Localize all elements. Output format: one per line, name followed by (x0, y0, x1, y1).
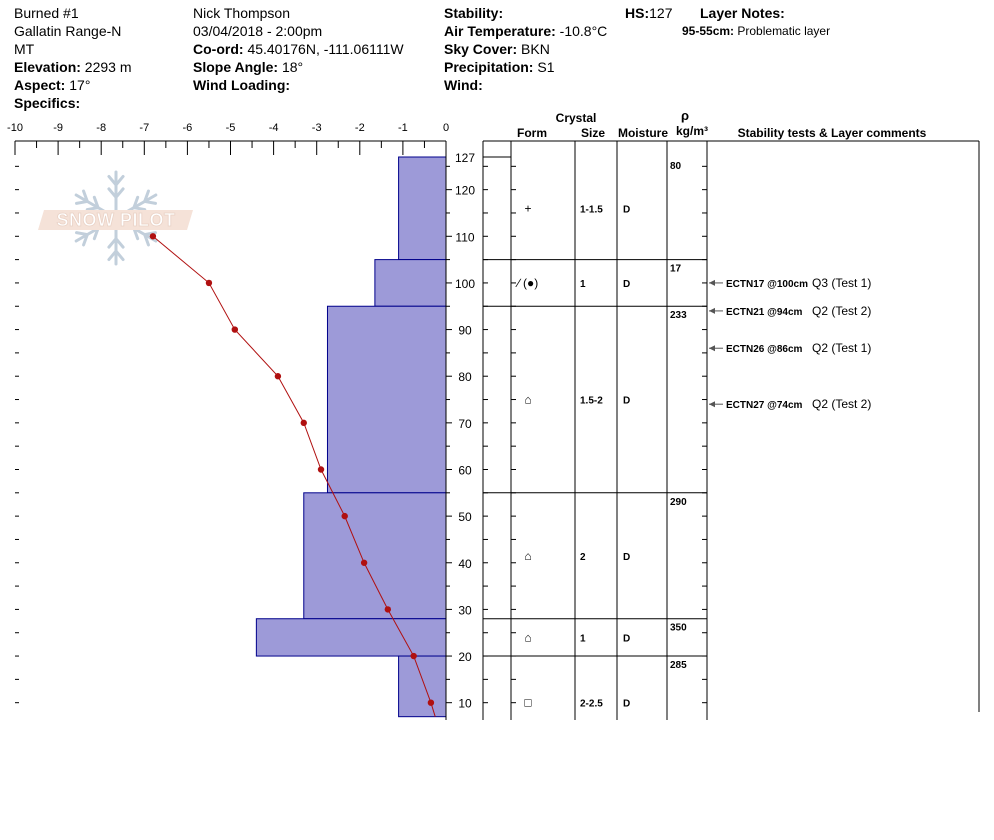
layer-form-symbol: ⌂ (524, 548, 532, 563)
temperature-point (361, 560, 367, 566)
test-code: ECTN21 @94cm (726, 306, 803, 318)
height-tick-label: 127 (454, 151, 476, 165)
temperature-point (410, 653, 416, 659)
height-tick-label: 40 (458, 556, 472, 571)
stability-label: Stability: (444, 5, 504, 21)
size-header: Size (580, 126, 606, 140)
layer-grain-size: 1-1.5 (580, 204, 603, 216)
height-tick-label: 80 (458, 370, 472, 385)
layer-moisture: D (623, 633, 631, 645)
layer-table (483, 141, 979, 720)
hs-value: 127 (649, 5, 673, 21)
layer-moisture: D (623, 698, 631, 710)
temp-tick-label: -2 (354, 122, 365, 134)
comments-header: Stability tests & Layer comments (737, 126, 927, 140)
height-tick-label: 110 (455, 230, 475, 245)
height-tick-label: 120 (454, 183, 476, 198)
rho-header: ρ (680, 108, 690, 123)
height-tick-label: 90 (458, 323, 472, 338)
layer-grain-size: 1.5-2 (580, 395, 603, 407)
hardness-layer-bar (399, 656, 446, 717)
form-header: Form (517, 126, 547, 140)
aspect-label: Aspect: (14, 77, 66, 93)
temp-tick-label: -9 (53, 122, 63, 134)
temp-tick-label: 0 (442, 122, 450, 134)
range-name: Gallatin Range-N (14, 23, 122, 39)
snowflake-branch (76, 201, 87, 203)
temp-tick-label: -5 (225, 122, 236, 134)
test-code: ECTN26 @86cm (726, 344, 803, 356)
layer-density: 233 (670, 310, 687, 322)
temperature-point (206, 280, 212, 286)
height-tick-label: 10 (458, 696, 472, 711)
slope-value: 18° (281, 59, 304, 75)
test-quality: Q2 (Test 2) (812, 303, 872, 318)
moisture-header: Moisture (617, 126, 669, 140)
height-tick-label: 100 (454, 276, 476, 291)
temperature-point (428, 699, 434, 705)
snowflake-branch (76, 233, 87, 235)
temp-tick-label: -3 (311, 122, 322, 134)
observation-datetime: 03/04/2018 - 2:00pm (193, 23, 323, 39)
pit-name: Burned #1 (14, 5, 79, 21)
density-unit-header: kg/m³ (675, 124, 709, 138)
temperature-point (150, 233, 156, 239)
elevation-value: 2293 m (84, 59, 132, 75)
snowflake-branch (145, 201, 156, 203)
layer-table-cells (483, 161, 707, 710)
layer-form-symbol: ⌂ (524, 630, 532, 645)
layer-moisture: D (623, 278, 631, 290)
layer-note-text: Problematic layer (737, 24, 831, 38)
layer-note-range: 95-55cm: (682, 24, 735, 38)
height-tick-label: 50 (458, 510, 472, 525)
temperature-point (342, 513, 348, 519)
temp-tick-label: -8 (96, 122, 107, 134)
temperature-point (232, 326, 238, 332)
hardness-layer-bar (399, 157, 446, 260)
precip-label: Precipitation: (444, 59, 534, 75)
air-temp-label: Air Temperature: (444, 23, 556, 39)
test-quality: Q3 (Test 1) (812, 275, 872, 290)
wind-label: Wind: (444, 77, 483, 93)
temperature-point (385, 606, 391, 612)
layer-grain-size: 2-2.5 (580, 698, 603, 710)
layer-notes-label: Layer Notes: (700, 5, 785, 21)
temp-tick-label: -1 (398, 122, 408, 134)
coord-label: Co-ord: (193, 41, 244, 57)
height-axis (446, 141, 511, 720)
layer-moisture: D (623, 551, 631, 563)
height-tick-label: 70 (458, 416, 472, 431)
layer-form-symbol: □ (524, 695, 532, 710)
layer-moisture: D (623, 204, 631, 216)
height-tick-label: 20 (458, 650, 472, 665)
layer-form-symbol: ∕ (●) (517, 275, 539, 290)
temperature-point (275, 373, 281, 379)
temp-tick-label: -6 (182, 122, 193, 134)
logo-text: SNOW PILOT (56, 210, 176, 230)
layer-form-symbol: + (524, 201, 532, 216)
test-arrow-head (709, 345, 715, 351)
wind-loading-label: Wind Loading: (193, 77, 291, 93)
layer-density: 290 (670, 496, 687, 508)
temperature-point (318, 466, 324, 472)
aspect-value: 17° (69, 77, 91, 93)
state-name: MT (14, 41, 35, 57)
crystal-header: Crystal (555, 111, 597, 125)
hardness-layer-bar (304, 493, 446, 619)
test-arrow-head (709, 401, 715, 407)
hs-label: HS: (625, 5, 650, 21)
air-temp-value: -10.8°C (559, 23, 608, 39)
sky-label: Sky Cover: (444, 41, 518, 57)
hardness-layer-bar (375, 260, 446, 307)
height-tick-label: 60 (458, 463, 472, 478)
temp-tick-label: -10 (7, 122, 23, 134)
test-quality: Q2 (Test 2) (812, 397, 872, 412)
layer-density: 80 (670, 161, 682, 172)
observer-name: Nick Thompson (193, 5, 291, 21)
precip-value: S1 (537, 59, 555, 75)
hardness-layer-bar (256, 619, 446, 656)
height-tick-label: 30 (458, 603, 472, 618)
layer-form-symbol: ⌂ (524, 392, 532, 407)
sky-value: BKN (521, 41, 550, 57)
layer-density: 285 (670, 660, 687, 672)
test-code: ECTN17 @100cm (726, 278, 809, 290)
layer-grain-size: 1 (580, 278, 586, 290)
hardness-layer-bar (327, 306, 446, 493)
elevation-label: Elevation: (14, 59, 81, 75)
layer-density: 350 (670, 622, 687, 634)
layer-moisture: D (623, 395, 631, 407)
hardness-profile (256, 157, 446, 717)
stability-tests (709, 276, 871, 411)
specifics-label: Specifics: (14, 95, 81, 111)
test-quality: Q2 (Test 1) (812, 341, 872, 356)
layer-grain-size: 2 (580, 551, 586, 563)
test-code: ECTN27 @74cm (726, 400, 803, 412)
temp-tick-label: -7 (139, 122, 150, 134)
test-arrow-head (709, 280, 715, 286)
test-arrow-head (709, 308, 715, 314)
slope-label: Slope Angle: (193, 59, 279, 75)
layer-density: 17 (670, 263, 682, 275)
coord-value: 45.40176N, -111.06111W (247, 41, 404, 57)
temperature-point (301, 420, 307, 426)
layer-grain-size: 1 (580, 633, 586, 645)
temp-tick-label: -4 (268, 122, 279, 134)
